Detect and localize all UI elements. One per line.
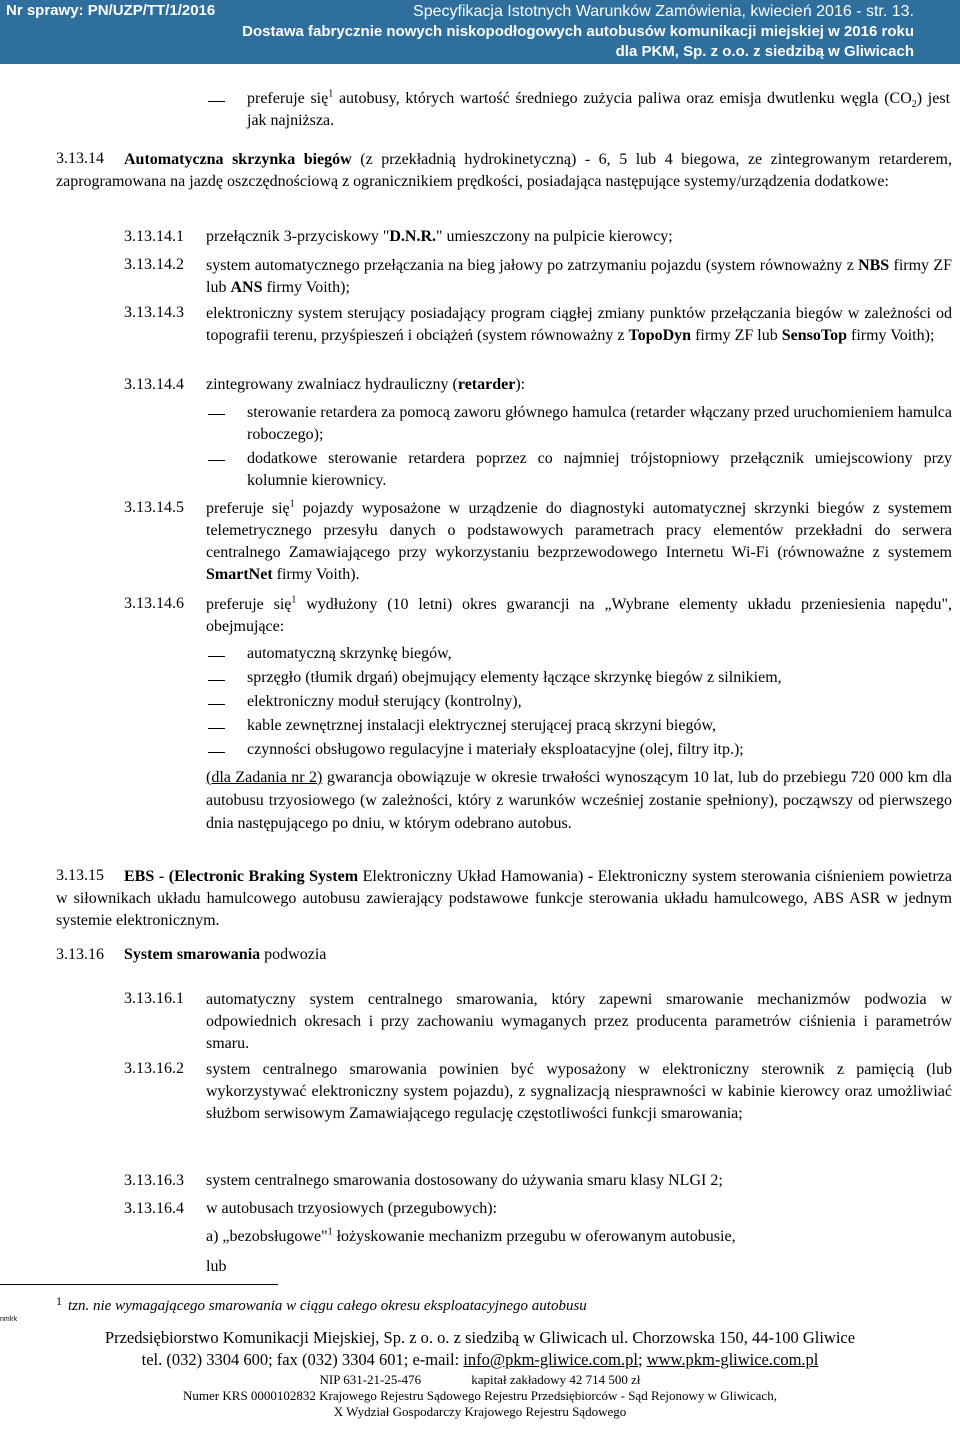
bullet-dash bbox=[208, 728, 225, 729]
item-number: 3.13.14.2 bbox=[124, 256, 184, 273]
list-item: dodatkowe sterowanie retardera poprzez co najmniej trójstopniowy przełącznik umiejscowiony przy kolumnie kierownicy. bbox=[247, 450, 952, 489]
item-3-13-16-1: automatyczny system centralnego smarowania, który zapewni smarowanie mechanizmów podwozia w odpowiednich okresach i przy zachowaniu wymaganych przez producenta parametrów ciśnienia i parametrów smaru. bbox=[206, 991, 952, 1052]
footnote-text: tzn. nie wymagającego smarowania w ciągu całego okresu eksploatacyjnego autobusu bbox=[68, 1298, 587, 1314]
item-a: a) „bezobsługowe"$^1$ łożyskowanie mechanizm przegubu w oferowanym autobusie, bbox=[206, 1226, 736, 1245]
header-title bbox=[214, 2, 914, 62]
footnote-rule bbox=[0, 1284, 278, 1285]
email-link[interactable]: info@pkm-gliwice.com.pl bbox=[463, 1350, 638, 1369]
section-3-13-16: System smarowania podwozia bbox=[124, 946, 327, 963]
item-3-13-14-3: elektroniczny system sterujący posiadający program ciągłej zmiany punktów przełączania biegów w zależności od topografii terenu, przyśpieszeń i obciążeń (system równoważny z TopoDyn firmy ZF lub SensoTop firmy Voith); bbox=[206, 305, 952, 344]
item-or: lub bbox=[206, 1258, 227, 1275]
court-line: X Wydział Gospodarczy Krajowego Rejestru Sądowego bbox=[333, 1404, 627, 1419]
list-item: elektroniczny moduł sterujący (kontrolny), bbox=[247, 693, 522, 710]
item-3-13-16-2: system centralnego smarowania powinien być wyposażony w elektroniczny sterownik z pamięcią (lub wykorzystywać elektroniczny system pojazdu), z sygnalizacją niesprawności w kabinie kierowcy oraz umożliwiać służbom serwisowym Zamawiającego regulację częstotliwości funkcji smarowania; bbox=[206, 1061, 952, 1122]
section-3-13-15: EBS - (Electronic Braking System Elektroniczny Układ Hamowania) - Elektroniczny system sterowania ciśnieniem powietrza w siłownikach układu hamulcowego autobusu zawierający podstawowe funkcje sterowania układu hamulcowego, ABS ASR w jednym systemie elektronicznym. bbox=[56, 868, 953, 929]
section-3-13-14: Automatyczna skrzynka biegów (z przekładnią hydrokinetyczną) - 6, 5 lub 4 biegowa, ze zintegrowanym retarderem, zaprogramowana na jazdę oszczędnościową z ogranicznikiem prędkości, posiadająca następujące systemy/urządzenia dodatkowe: bbox=[56, 151, 952, 190]
item-number: 3.13.14.4 bbox=[124, 376, 184, 393]
section-number: 3.13.15 bbox=[56, 867, 104, 884]
item-3-13-16-4: w autobusach trzyosiowych (przegubowych): bbox=[206, 1200, 498, 1217]
page-header bbox=[0, 0, 960, 64]
item-number: 3.13.16.3 bbox=[124, 1172, 184, 1189]
item-number: 3.13.16.2 bbox=[124, 1060, 184, 1077]
list-item: automatyczną skrzynkę biegów, bbox=[247, 645, 452, 662]
item-3-13-16-3: system centralnego smarowania dostosowany do używania smaru klasy NLGI 2; bbox=[206, 1172, 723, 1189]
item-number: 3.13.16.4 bbox=[124, 1200, 184, 1217]
item-number: 3.13.16.1 bbox=[124, 990, 184, 1007]
page-footer bbox=[0, 1328, 960, 1420]
item-number: 3.13.14.3 bbox=[124, 304, 184, 321]
section-number: 3.13.16 bbox=[56, 946, 104, 963]
header-line-1: Specyfikacja Istotnych Warunków Zamówienia, kwiecień 2016 - str. 13. bbox=[413, 3, 914, 20]
bullet-dash bbox=[208, 680, 225, 681]
bullet-dash bbox=[208, 656, 225, 657]
bullet-dash bbox=[208, 460, 225, 461]
item-number: 3.13.14.6 bbox=[124, 595, 184, 612]
registration-line: NIP 631-21-25-476 kapitał zakładowy 42 714 500 zł bbox=[319, 1372, 641, 1387]
list-item: czynności obsługowo regulacyjne i materiały eksploatacyjne (olej, filtry itp.); bbox=[247, 741, 744, 758]
warranty-note: (dla Zadania nr 2) gwarancja obowiązuje w okresie trwałości wynoszącym 10 lat, lub do przebiegu 720 000 km dla autobusu trzyosiowego (w zależności, który z warunków wcześniej zostanie spełniony), począwszy od pierwszego dnia następującego po dniu, w którym odebrano autobus. bbox=[206, 769, 952, 832]
item-number: 3.13.14.5 bbox=[124, 499, 184, 516]
contact-line: tel. (032) 3304 600; fax (032) 3304 601; e-mail: info@pkm-gliwice.com.pl; www.pkm-gliwice.com.pl bbox=[141, 1350, 819, 1369]
list-item: kable zewnętrznej instalacji elektrycznej sterującej pracą skrzyni biegów, bbox=[247, 717, 716, 734]
list-item: sprzęgło (tłumik drgań) obejmujący elementy łączące skrzynkę biegów z silnikiem, bbox=[247, 669, 782, 686]
krs-line: Numer KRS 0000102832 Krajowego Rejestru Sądowego Rejestru Przedsiębiorców - Sąd Rejonowy w Gliwicach, bbox=[183, 1388, 777, 1403]
header-line-2: Dostawa fabrycznie nowych niskopodłogowych autobusów komunikacji miejskiej w 2016 roku bbox=[242, 23, 914, 40]
bullet-dash bbox=[208, 414, 225, 415]
bullet-dash bbox=[208, 752, 225, 753]
item-number: 3.13.14.1 bbox=[124, 228, 184, 245]
company-address: Przedsiębiorstwo Komunikacji Miejskiej, Sp. z o. o. z siedzibą w Gliwicach ul. Chorzowska 150, 44-100 Gliwice bbox=[104, 1328, 856, 1347]
footnote-mark: 1 bbox=[56, 1294, 62, 1308]
top-bullet-text: preferuje się$^1$ autobusy, których wartość średniego zużycia paliwa oraz emisja dwutlenku węgla $(CO_2)$ jest jak najniższa. bbox=[247, 88, 951, 129]
page-marker: nmlrk bbox=[0, 1316, 18, 1323]
header-line-3: dla PKM, Sp. z o.o. z siedzibą w Gliwicach bbox=[615, 43, 914, 60]
item-3-13-14-2: system automatycznego przełączania na bieg jałowy po zatrzymaniu pojazdu (system równoważny z NBS firmy ZF lub ANS firmy Voith); bbox=[206, 257, 952, 296]
section-number: 3.13.14 bbox=[56, 150, 104, 167]
bullet-dash bbox=[208, 704, 225, 705]
bullet-dash bbox=[208, 101, 225, 102]
website-link[interactable]: www.pkm-gliwice.com.pl bbox=[646, 1350, 819, 1369]
list-item: sterowanie retardera za pomocą zaworu głównego hamulca (retarder włączany przed uruchomieniem hamulca roboczego); bbox=[247, 404, 952, 443]
item-3-13-14-5: preferuje się$^1$ pojazdy wyposażone w urządzenie do diagnostyki automatycznej skrzynki biegów z systemem telemetrycznego przesyłu danych o podstawowych parametrach pracy elementów przekładni do serwera centralnego Zamawiającego przy wykorzystaniu bezprzewodowego Internetu Wi-Fi (równoważne z systemem SmartNet firmy Voith). bbox=[206, 498, 952, 583]
item-3-13-14-4: zintegrowany zwalniacz hydrauliczny (retarder): bbox=[206, 376, 526, 393]
item-3-13-14-1: przełącznik 3-przyciskowy "D.N.R." umieszczony na pulpicie kierowcy; bbox=[206, 228, 673, 245]
case-number: Nr sprawy: PN/UZP/TT/1/2016 bbox=[6, 2, 216, 19]
item-3-13-14-6: preferuje się$^1$ wydłużony (10 letni) okres gwarancji na „Wybrane elementy układu przeniesienia napędu", obejmujące: bbox=[206, 594, 952, 635]
